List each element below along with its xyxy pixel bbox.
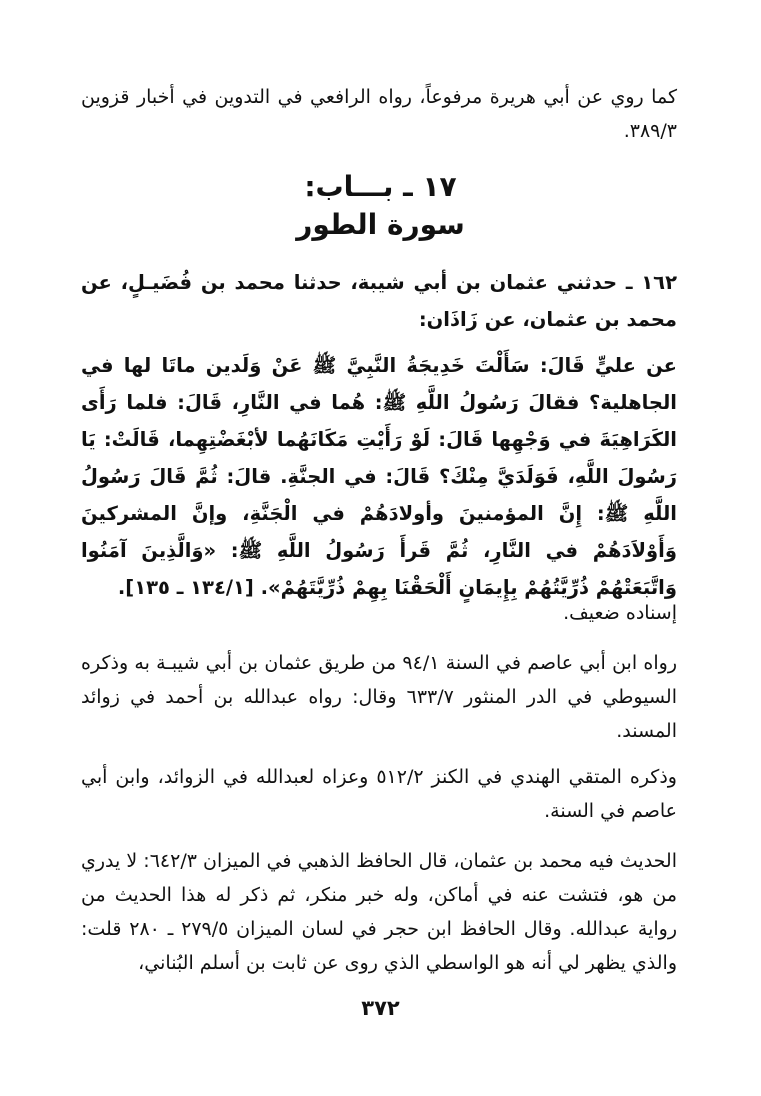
isnad-grade: إسناده ضعيف.	[563, 602, 677, 624]
reference-paragraph-1: رواه ابن أبي عاصم في السنة ٩٤/١ من طريق عثمان بن أبي شيبـة به وذكره السيوطي في الدر المنثور ٦٣٣/٧ وقال: رواه عبدالله بن أحمد في زوائد المسند.	[81, 652, 677, 742]
reference-paragraph-2: وذكره المتقي الهندي في الكنز ٥١٢/٢ وعزاه لعبدالله في الزوائد، وابن أبي عاصم في السنة.	[81, 766, 677, 822]
surah-title-heading: سورة الطور	[296, 208, 465, 241]
hadith-matn: عن عليٍّ قَالَ: سَأَلْتَ خَدِيجَةُ النَّبِيَّ ﷺ عَنْ وَلَدين ماتَا لها في الجاهلية؟ فقالَ رَسُولُ اللَّهِ ﷺ: هُما في النَّارِ، قَالَ: فلما رَأَى الكَرَاهِيَةَ في وَجْهِها قَالَ: لَوْ رَأَيْتِ مَكَانَهُما لأبْغَضْتِهِما، قَالَتْ: يَا رَسُولَ اللَّهِ، فَوَلَدَيَّ مِنْكَ؟ قَالَ: في الجنَّةِ. قالَ: ثُمَّ قَالَ رَسُولُ اللَّهِ ﷺ: إِنَّ المؤمنينَ وأولادَهُمْ في الْجَنَّةِ، وإنَّ المشركينَ وَأَوْلاَدَهُمْ في النَّارِ، ثُمَّ قَرأَ رَسُولُ اللَّهِ ﷺ: «وَالَّذِينَ آمَنُوا وَاتَّبَعَتْهُمْ ذُرِّيَّتُهُمْ بِإِيمَانٍ أَلْحَقْنَا بِهِمْ ذُرِّيَّتَهُمْ». [١٣٤/١ ـ ١٣٥].	[81, 354, 677, 599]
intro-paragraph: كما روي عن أبي هريرة مرفوعاً، رواه الرافعي في التدوين في أخبار قزوين ٣٨٩/٣.	[81, 86, 677, 142]
chapter-number-heading: ١٧ ـ بـــاب:	[304, 170, 457, 203]
reference-paragraph-3: الحديث فيه محمد بن عثمان، قال الحافظ الذهبي في الميزان ٦٤٢/٣: لا يدري من هو، فتشت عنه في أماكن، وله خبر منكر، ثم ذكر له هذا الحديث من رواية عبدالله. وقال الحافظ ابن حجر في لسان الميزان ٢٧٩/٥ ـ ٢٨٠ قلت: والذي يظهر لي أنه هو الواسطي الذي روى عن ثابت بن أسلم البُناني،	[81, 850, 677, 974]
page-number: ٣٧٢	[361, 996, 400, 1020]
hadith-isnad: ١٦٢ ـ حدثني عثمان بن أبي شيبة، حدثنا محمد بن فُضَيـلٍ، عن محمد بن عثمان، عن زَاذَان:	[81, 271, 677, 331]
